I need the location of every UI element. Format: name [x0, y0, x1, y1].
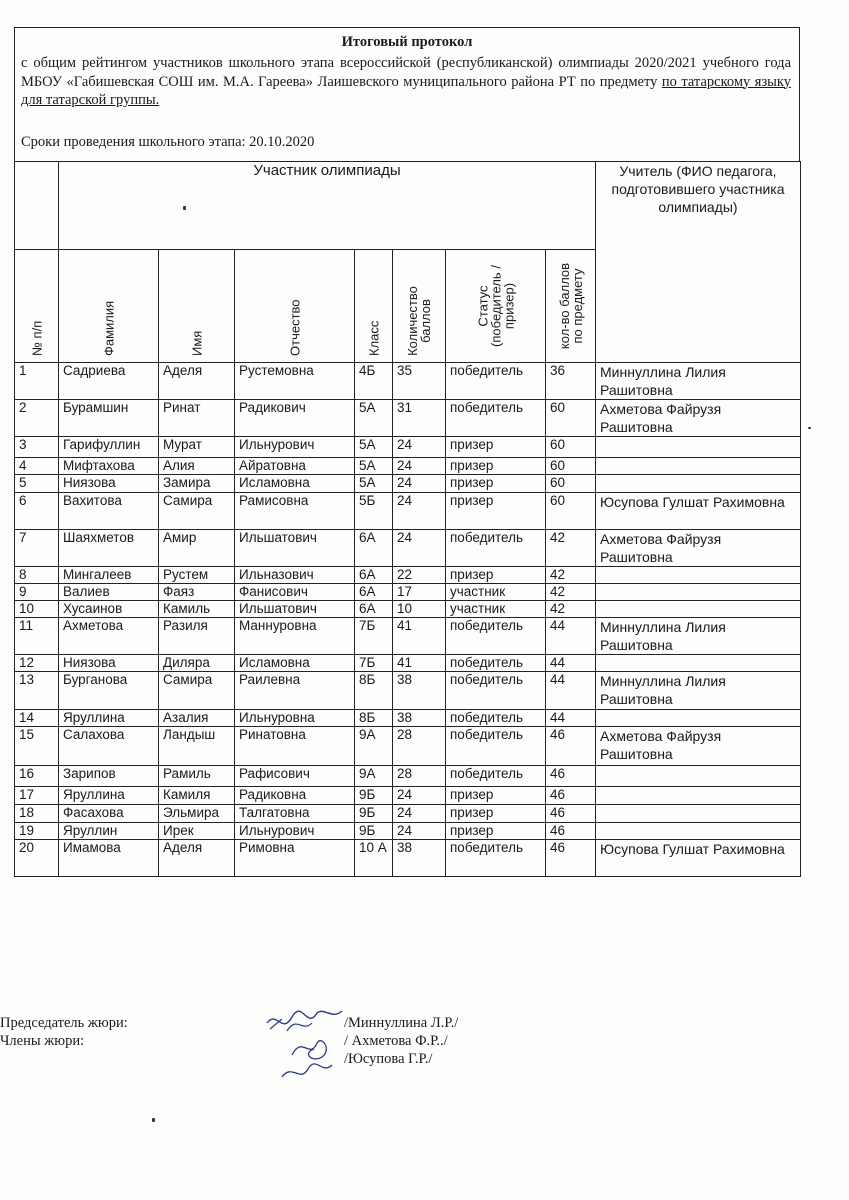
table-row [15, 618, 801, 655]
teacher-cell [596, 584, 801, 601]
class-cell: 5А [355, 437, 393, 458]
surname-cell: Яруллина [59, 787, 159, 805]
header-blank-cell [15, 162, 59, 250]
table-row [15, 567, 801, 584]
status-cell: призер [446, 458, 546, 475]
teacher-cell [596, 567, 801, 584]
col-header-status: Статус (победитель /призер) [446, 250, 546, 363]
surname-cell: Имамова [59, 840, 159, 877]
score-cell: 10 [393, 601, 446, 618]
table-row [15, 475, 801, 493]
handwritten-signatures [262, 1005, 352, 1085]
patronymic-cell: Радиковна [235, 787, 355, 805]
max-score-cell: 42 [546, 567, 596, 584]
teacher-group-header [596, 162, 801, 363]
class-cell: 4Б [355, 363, 393, 400]
name-cell: Самира [159, 493, 235, 530]
name-cell: Разиля [159, 618, 235, 655]
number-cell: 8 [15, 567, 59, 584]
max-score-cell: 60 [546, 475, 596, 493]
patronymic-cell: Ринатовна [235, 727, 355, 766]
intro-text [21, 54, 791, 110]
score-cell: 28 [393, 766, 446, 787]
teacher-cell [596, 766, 801, 787]
teacher-header-text: Учитель (ФИО педагога, подготовившего участника олимпиады) [611, 163, 785, 215]
col-header-number: № п/п [15, 250, 59, 363]
status-cell: призер [446, 805, 546, 823]
status-cell: участник [446, 584, 546, 601]
table-row [15, 584, 801, 601]
teacher-cell [596, 787, 801, 805]
page-title: Итоговый протокол [341, 34, 473, 50]
status-cell: призер [446, 437, 546, 458]
class-cell: 6А [355, 530, 393, 567]
teacher-cell [596, 458, 801, 475]
status-cell: победитель [446, 363, 546, 400]
name-cell: Рустем [159, 567, 235, 584]
number-cell: 6 [15, 493, 59, 530]
table-row [15, 458, 801, 475]
status-cell: призер [446, 787, 546, 805]
surname-cell: Бурганова [59, 672, 159, 710]
teacher-cell: Юсупова Гулшат Рахимовна [596, 493, 801, 530]
table-row [15, 787, 801, 805]
patronymic-cell: Ильназович [235, 567, 355, 584]
class-cell: 9А [355, 766, 393, 787]
table-row [15, 437, 801, 458]
surname-cell: Ниязова [59, 475, 159, 493]
max-score-cell: 44 [546, 618, 596, 655]
name-cell: Аделя [159, 363, 235, 400]
max-score-cell: 36 [546, 363, 596, 400]
class-cell: 5А [355, 458, 393, 475]
surname-cell: Хусаинов [59, 601, 159, 618]
score-cell: 24 [393, 437, 446, 458]
patronymic-cell: Радикович [235, 400, 355, 437]
patronymic-cell: Исламовна [235, 655, 355, 672]
col-header-surname: Фамилия [59, 250, 159, 363]
teacher-cell [596, 601, 801, 618]
patronymic-cell: Талгатовна [235, 805, 355, 823]
name-cell: Камиль [159, 601, 235, 618]
patronymic-cell: Римовна [235, 840, 355, 877]
status-cell: победитель [446, 618, 546, 655]
table-row [15, 601, 801, 618]
teacher-cell: Юсупова Гулшат Рахимовна [596, 840, 801, 877]
max-score-cell: 42 [546, 530, 596, 567]
score-cell: 24 [393, 493, 446, 530]
table-row [15, 823, 801, 840]
table-row [15, 493, 801, 530]
score-cell: 24 [393, 458, 446, 475]
jury-sign-2: / Ахметова Ф.Р../ [344, 1033, 448, 1049]
status-cell: участник [446, 601, 546, 618]
score-cell: 35 [393, 363, 446, 400]
surname-cell: Яруллина [59, 710, 159, 727]
class-cell: 6А [355, 584, 393, 601]
members-label: Члены жюри: [0, 1033, 85, 1049]
max-score-cell: 46 [546, 805, 596, 823]
score-cell: 41 [393, 618, 446, 655]
score-cell: 38 [393, 840, 446, 877]
number-cell: 13 [15, 672, 59, 710]
score-cell: 28 [393, 727, 446, 766]
class-cell: 9Б [355, 805, 393, 823]
max-score-cell: 60 [546, 458, 596, 475]
score-cell: 17 [393, 584, 446, 601]
class-cell: 5А [355, 400, 393, 437]
teacher-cell [596, 437, 801, 458]
patronymic-cell: Айратовна [235, 458, 355, 475]
class-cell: 5А [355, 475, 393, 493]
class-cell: 6А [355, 601, 393, 618]
surname-cell: Салахова [59, 727, 159, 766]
number-cell: 20 [15, 840, 59, 877]
number-cell: 19 [15, 823, 59, 840]
class-cell: 9Б [355, 787, 393, 805]
max-score-cell: 46 [546, 823, 596, 840]
surname-cell: Мингалеев [59, 567, 159, 584]
max-score-cell: 44 [546, 710, 596, 727]
max-score-cell: 46 [546, 727, 596, 766]
patronymic-cell: Раилевна [235, 672, 355, 710]
teacher-cell [596, 823, 801, 840]
status-cell: призер [446, 475, 546, 493]
score-cell: 31 [393, 400, 446, 437]
results-body [15, 363, 801, 877]
score-cell: 41 [393, 655, 446, 672]
patronymic-cell: Рустемовна [235, 363, 355, 400]
name-cell: Фаяз [159, 584, 235, 601]
patronymic-cell: Ильшатович [235, 530, 355, 567]
surname-cell: Вахитова [59, 493, 159, 530]
number-cell: 9 [15, 584, 59, 601]
status-cell: победитель [446, 766, 546, 787]
col-header-score: Количество баллов [393, 250, 446, 363]
number-cell: 1 [15, 363, 59, 400]
number-cell: 14 [15, 710, 59, 727]
number-cell: 15 [15, 727, 59, 766]
surname-cell: Ниязова [59, 655, 159, 672]
teacher-cell: Миннуллина Лилия Рашитовна [596, 618, 801, 655]
score-cell: 38 [393, 710, 446, 727]
col-header-name: Имя [159, 250, 235, 363]
surname-cell: Валиев [59, 584, 159, 601]
status-cell: призер [446, 823, 546, 840]
name-cell: Азалия [159, 710, 235, 727]
surname-cell: Шаяхметов [59, 530, 159, 567]
name-cell: Ринат [159, 400, 235, 437]
subject-text: по татарскому языку для татарской группы. [21, 73, 792, 108]
name-cell: Аделя [159, 840, 235, 877]
table-row [15, 727, 801, 766]
patronymic-cell: Фанисович [235, 584, 355, 601]
table-row [15, 805, 801, 823]
class-cell: 6А [355, 567, 393, 584]
teacher-cell: Ахметова Файрузя Рашитовна [596, 727, 801, 766]
status-cell: победитель [446, 727, 546, 766]
speck-mark [183, 206, 186, 210]
participant-group-header: Участник олимпиады [59, 162, 596, 250]
teacher-cell [596, 655, 801, 672]
patronymic-cell: Ильнуровна [235, 710, 355, 727]
table-row [15, 530, 801, 567]
surname-cell: Зарипов [59, 766, 159, 787]
teacher-cell: Миннуллина Лилия Рашитовна [596, 363, 801, 400]
chair-label: Председатель жюри: [0, 1015, 128, 1031]
patronymic-cell: Ильшатович [235, 601, 355, 618]
name-cell: Ландыш [159, 727, 235, 766]
results-table [14, 161, 801, 877]
table-row [15, 672, 801, 710]
number-cell: 18 [15, 805, 59, 823]
patronymic-cell: Маннуровна [235, 618, 355, 655]
score-cell: 24 [393, 530, 446, 567]
max-score-cell: 44 [546, 655, 596, 672]
patronymic-cell: Рафисович [235, 766, 355, 787]
number-cell: 3 [15, 437, 59, 458]
status-cell: победитель [446, 530, 546, 567]
table-row [15, 840, 801, 877]
table-row [15, 766, 801, 787]
intro-main: с общим рейтингом участников школьного этапа всероссийской (республиканской) олимпиады 2020/2021 учебного года МБОУ «Габишевская СОШ им. М.А. Гареева» Лаишевского муниципального района РТ по предмету [21, 55, 791, 90]
score-cell: 22 [393, 567, 446, 584]
max-score-cell: 60 [546, 493, 596, 530]
teacher-cell: Ахметова Файрузя Рашитовна [596, 400, 801, 437]
table-row [15, 710, 801, 727]
score-cell: 24 [393, 823, 446, 840]
teacher-cell: Ахметова Файрузя Рашитовна [596, 530, 801, 567]
name-cell: Рамиль [159, 766, 235, 787]
number-cell: 7 [15, 530, 59, 567]
table-row [15, 655, 801, 672]
score-cell: 24 [393, 475, 446, 493]
surname-cell: Мифтахова [59, 458, 159, 475]
number-cell: 17 [15, 787, 59, 805]
teacher-cell [596, 805, 801, 823]
max-score-cell: 60 [546, 437, 596, 458]
status-cell: победитель [446, 400, 546, 437]
name-cell: Алия [159, 458, 235, 475]
number-cell: 11 [15, 618, 59, 655]
name-cell: Самира [159, 672, 235, 710]
patronymic-cell: Ильнурович [235, 437, 355, 458]
teacher-cell [596, 475, 801, 493]
status-cell: победитель [446, 710, 546, 727]
surname-cell: Фасахова [59, 805, 159, 823]
max-score-cell: 42 [546, 584, 596, 601]
speck-mark [808, 427, 811, 429]
surname-cell: Ахметова [59, 618, 159, 655]
patronymic-cell: Исламовна [235, 475, 355, 493]
surname-cell: Гарифуллин [59, 437, 159, 458]
name-cell: Замира [159, 475, 235, 493]
status-cell: призер [446, 493, 546, 530]
max-score-cell: 44 [546, 672, 596, 710]
col-header-patronymic: Отчество [235, 250, 355, 363]
number-cell: 16 [15, 766, 59, 787]
max-score-cell: 46 [546, 840, 596, 877]
max-score-cell: 46 [546, 766, 596, 787]
score-cell: 24 [393, 805, 446, 823]
score-cell: 24 [393, 787, 446, 805]
status-cell: победитель [446, 840, 546, 877]
name-cell: Амир [159, 530, 235, 567]
surname-cell: Бурамшин [59, 400, 159, 437]
class-cell: 8Б [355, 710, 393, 727]
table-row [15, 400, 801, 437]
status-cell: призер [446, 567, 546, 584]
number-cell: 12 [15, 655, 59, 672]
max-score-cell: 46 [546, 787, 596, 805]
number-cell: 4 [15, 458, 59, 475]
number-cell: 5 [15, 475, 59, 493]
class-cell: 9А [355, 727, 393, 766]
class-cell: 8Б [355, 672, 393, 710]
number-cell: 10 [15, 601, 59, 618]
name-cell: Мурат [159, 437, 235, 458]
teacher-cell [596, 710, 801, 727]
protocol-header [14, 27, 800, 161]
max-score-cell: 42 [546, 601, 596, 618]
class-cell: 10 А [355, 840, 393, 877]
number-cell: 2 [15, 400, 59, 437]
dates-text: Сроки проведения школьного этапа: 20.10.2020 [21, 134, 315, 150]
patronymic-cell: Ильнурович [235, 823, 355, 840]
speck-mark [152, 1118, 155, 1122]
col-header-class: Класс [355, 250, 393, 363]
class-cell: 9Б [355, 823, 393, 840]
col-header-max-score: кол-во баллов по предмету [546, 250, 596, 363]
max-score-cell: 60 [546, 400, 596, 437]
surname-cell: Яруллин [59, 823, 159, 840]
teacher-cell: Миннуллина Лилия Рашитовна [596, 672, 801, 710]
score-cell: 38 [393, 672, 446, 710]
jury-sign-1: /Миннуллина Л.Р./ [344, 1015, 459, 1031]
patronymic-cell: Рамисовна [235, 493, 355, 530]
status-cell: победитель [446, 672, 546, 710]
class-cell: 7Б [355, 655, 393, 672]
table-row [15, 363, 801, 400]
surname-cell: Садриева [59, 363, 159, 400]
class-cell: 7Б [355, 618, 393, 655]
name-cell: Диляра [159, 655, 235, 672]
name-cell: Эльмира [159, 805, 235, 823]
name-cell: Ирек [159, 823, 235, 840]
header-row-group [15, 162, 801, 250]
jury-sign-3: /Юсупова Г.Р./ [344, 1051, 433, 1067]
status-cell: победитель [446, 655, 546, 672]
name-cell: Камиля [159, 787, 235, 805]
class-cell: 5Б [355, 493, 393, 530]
